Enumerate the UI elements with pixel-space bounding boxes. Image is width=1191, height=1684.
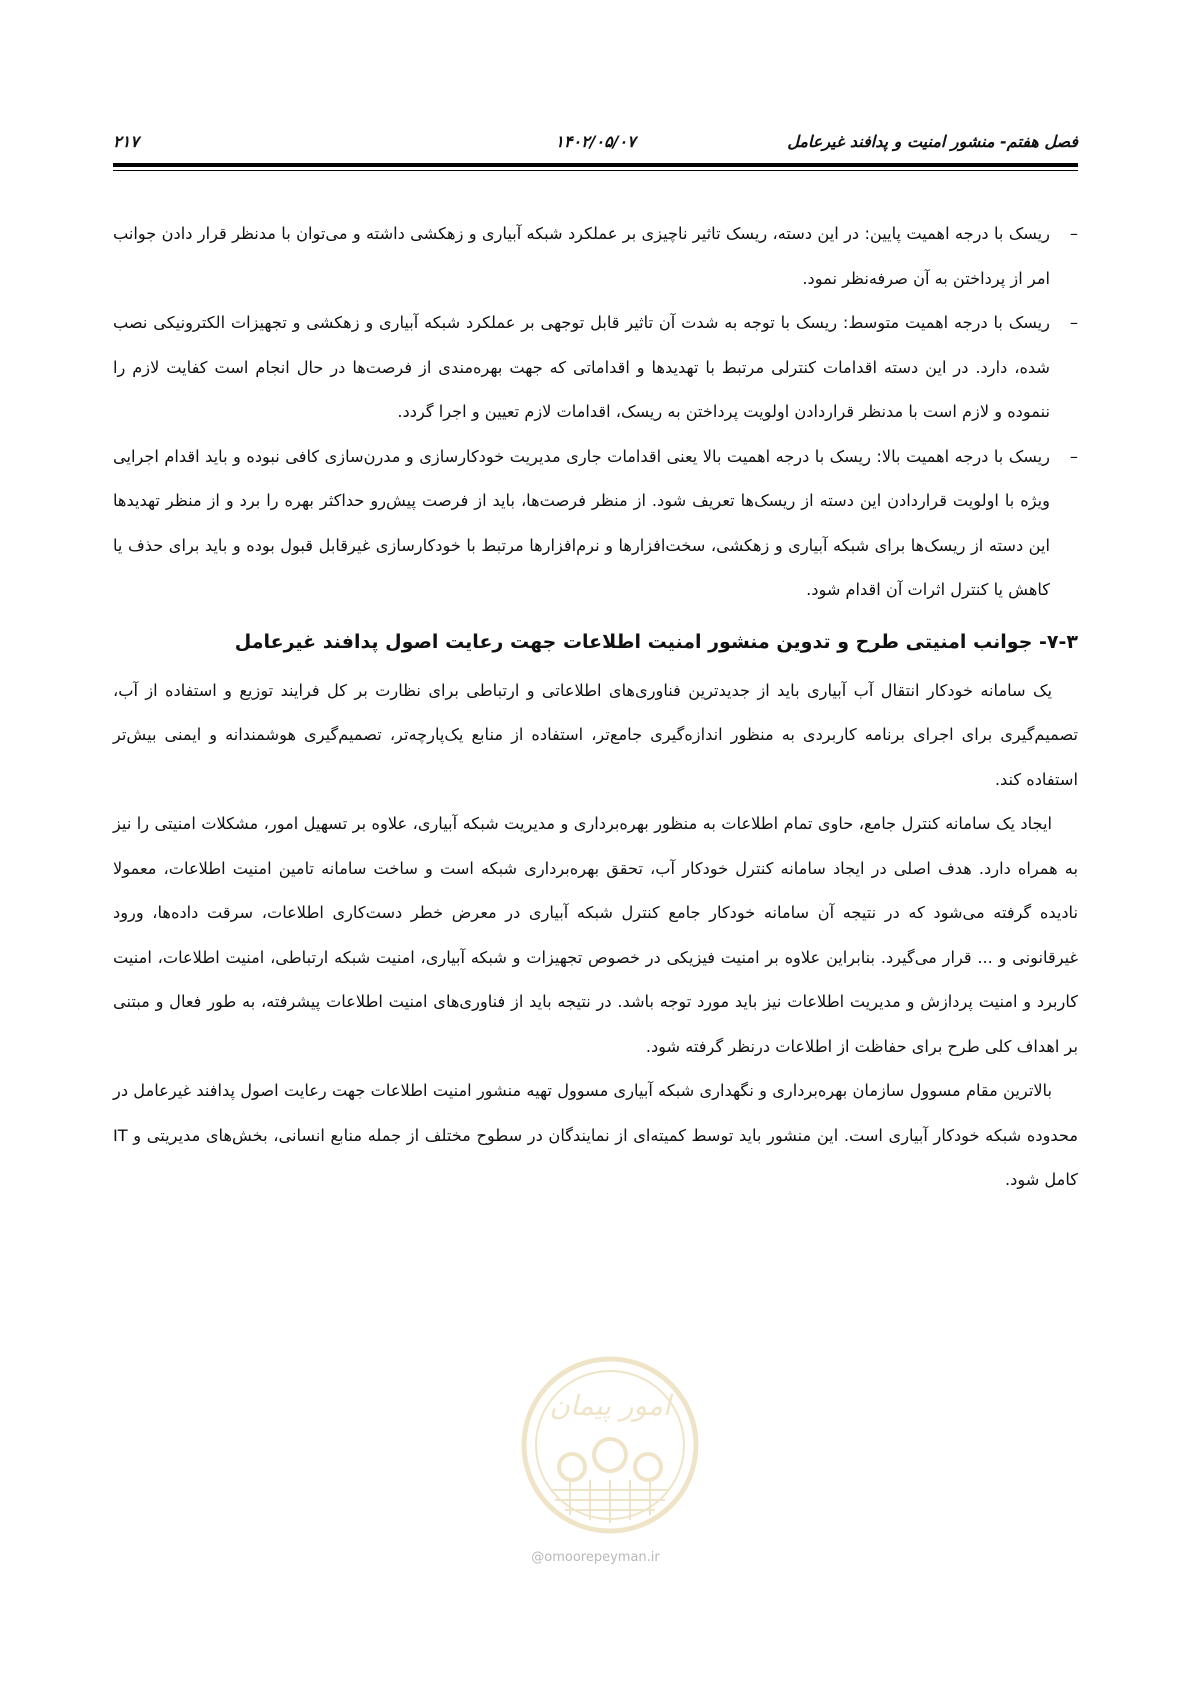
risk-level-list bbox=[113, 212, 1078, 613]
watermark-url: @omoorepeyman.ir bbox=[531, 1550, 660, 1565]
bullet-dash: – bbox=[1069, 224, 1078, 243]
bullet-dash: – bbox=[1069, 313, 1078, 332]
page-number: ۲۱۷ bbox=[113, 132, 139, 151]
running-header bbox=[113, 128, 1078, 158]
watermark-logo bbox=[520, 1355, 700, 1535]
logo-lettering: امور پیمان bbox=[549, 1389, 671, 1422]
header-date: ۱۴۰۲/۰۵/۰۷ bbox=[555, 132, 636, 151]
list-item bbox=[113, 301, 1078, 435]
chapter-title: فصل هفتم- منشور امنیت و پدافند غیرعامل bbox=[787, 132, 1078, 151]
body-content bbox=[113, 212, 1078, 1203]
body-paragraph: ایجاد یک سامانه کنترل جامع، حاوی تمام اطلاعات به منظور بهره‌برداری و مدیریت شبکه آبیاری، علاوه بر تسهیل امور، مشکلات امنیتی را نیز به همراه دارد. هدف اصلی در ایجاد سامانه کنترل خودکار آب، تحقق بهره‌برداری شبکه است و ساخت سامانه تامین امنیت اطلاعات، معمولا نادیده گرفته می‌شود که در نتیجه آن سامانه خودکار جامع کنترل شبکه آبیاری در معرض خطر دست‌کاری اطلاعات، سرقت داده‌ها، ورود غیرقانونی و ... قرار می‌گیرد. بنابراین علاوه بر امنیت فیزیکی در خصوص تجهیزات و شبکه آبیاری، امنیت شبکه ارتباطی، امنیت اطلاعات، امنیت کاربرد و امنیت پردازش و مدیریت اطلاعات نیز باید مورد توجه باشد. در نتیجه باید از فناوری‌های امنیت اطلاعات پیشرفته، به طور فعال و مبتنی بر اهداف کلی طرح برای حفاظت از اطلاعات درنظر گرفته شود. bbox=[113, 814, 1078, 1056]
section-heading: ۷-۳- جوانب امنیتی طرح و تدوین منشور امنیت اطلاعات جهت رعایت اصول پدافند غیرعامل bbox=[234, 630, 1078, 653]
list-item-text: ریسک با درجه اهمیت پایین: در این دسته، ریسک تاثیر ناچیزی بر عملکرد شبکه آبیاری و زهکشی داشته و می‌توان با مدنظر قرار دادن جوانب امر از پرداختن به آن صرفه‌نظر نمود. bbox=[113, 224, 1050, 288]
header-rule-thin bbox=[113, 170, 1078, 171]
body-paragraph: یک سامانه خودکار انتقال آب آبیاری باید از جدیدترین فناوری‌های اطلاعاتی و ارتباطی برای نظارت بر کل فرایند توزیع و استفاده از آب، تصمیم‌گیری برای اجرای برنامه کاربردی به منظور اندازه‌گیری جامع‌تر، استفاده از منابع یک‌پارچه‌تر، تصمیم‌گیری هوشمندانه و ایمنی بیش‌تر استفاده کند. bbox=[113, 680, 1078, 789]
header-rule-thick bbox=[113, 163, 1078, 167]
list-item bbox=[113, 212, 1078, 301]
list-item-text: ریسک با درجه اهمیت بالا: ریسک با درجه اهمیت بالا یعنی اقدامات جاری مدیریت خودکارسازی و مدرن‌سازی کافی نبوده و باید اقدام اجرایی ویژه با اولویت قراردادن این دسته از ریسک‌ها تعریف شود. از منظر فرصت‌ها، باید از فرصت پیش‌رو حداکثر بهره را برد و از منظر تهدیدها این دسته از ریسک‌ها برای شبکه آبیاری و زهکشی، سخت‌افزارها و نرم‌افزارها مرتبط با خودکارسازی غیرقابل قبول بوده و باید برای حذف یا کاهش یا کنترل اثرات آن اقدام شود. bbox=[113, 446, 1050, 599]
list-item-text: ریسک با درجه اهمیت متوسط: ریسک با توجه به شدت آن تاثیر قابل توجهی بر عملکرد شبکه آبیاری و زهکشی و تجهیزات الکترونیکی نصب شده، دارد. در این دسته اقدامات کنترلی مرتبط با تهدیدها و اقداماتی که جهت بهره‌مندی از فرصت‌ها در حال انجام است کفایت لازم را ننموده و لازم است با مدنظر قراردادن اولویت پرداختن به ریسک، اقدامات لازم تعیین و اجرا گردد. bbox=[113, 313, 1050, 421]
body-paragraph: بالاترین مقام مسوول سازمان بهره‌برداری و نگهداری شبکه آبیاری مسوول تهیه منشور امنیت اطلاعات جهت رعایت اصول پدافند غیرعامل در محدوده شبکه خودکار آبیاری است. این منشور باید توسط کمیته‌ای از نمایندگان در سطوح مختلف از جمله منابع انسانی، بخش‌های مدیریتی و IT کامل شود. bbox=[113, 1081, 1078, 1189]
bullet-dash: – bbox=[1069, 446, 1078, 466]
list-item bbox=[113, 435, 1078, 613]
